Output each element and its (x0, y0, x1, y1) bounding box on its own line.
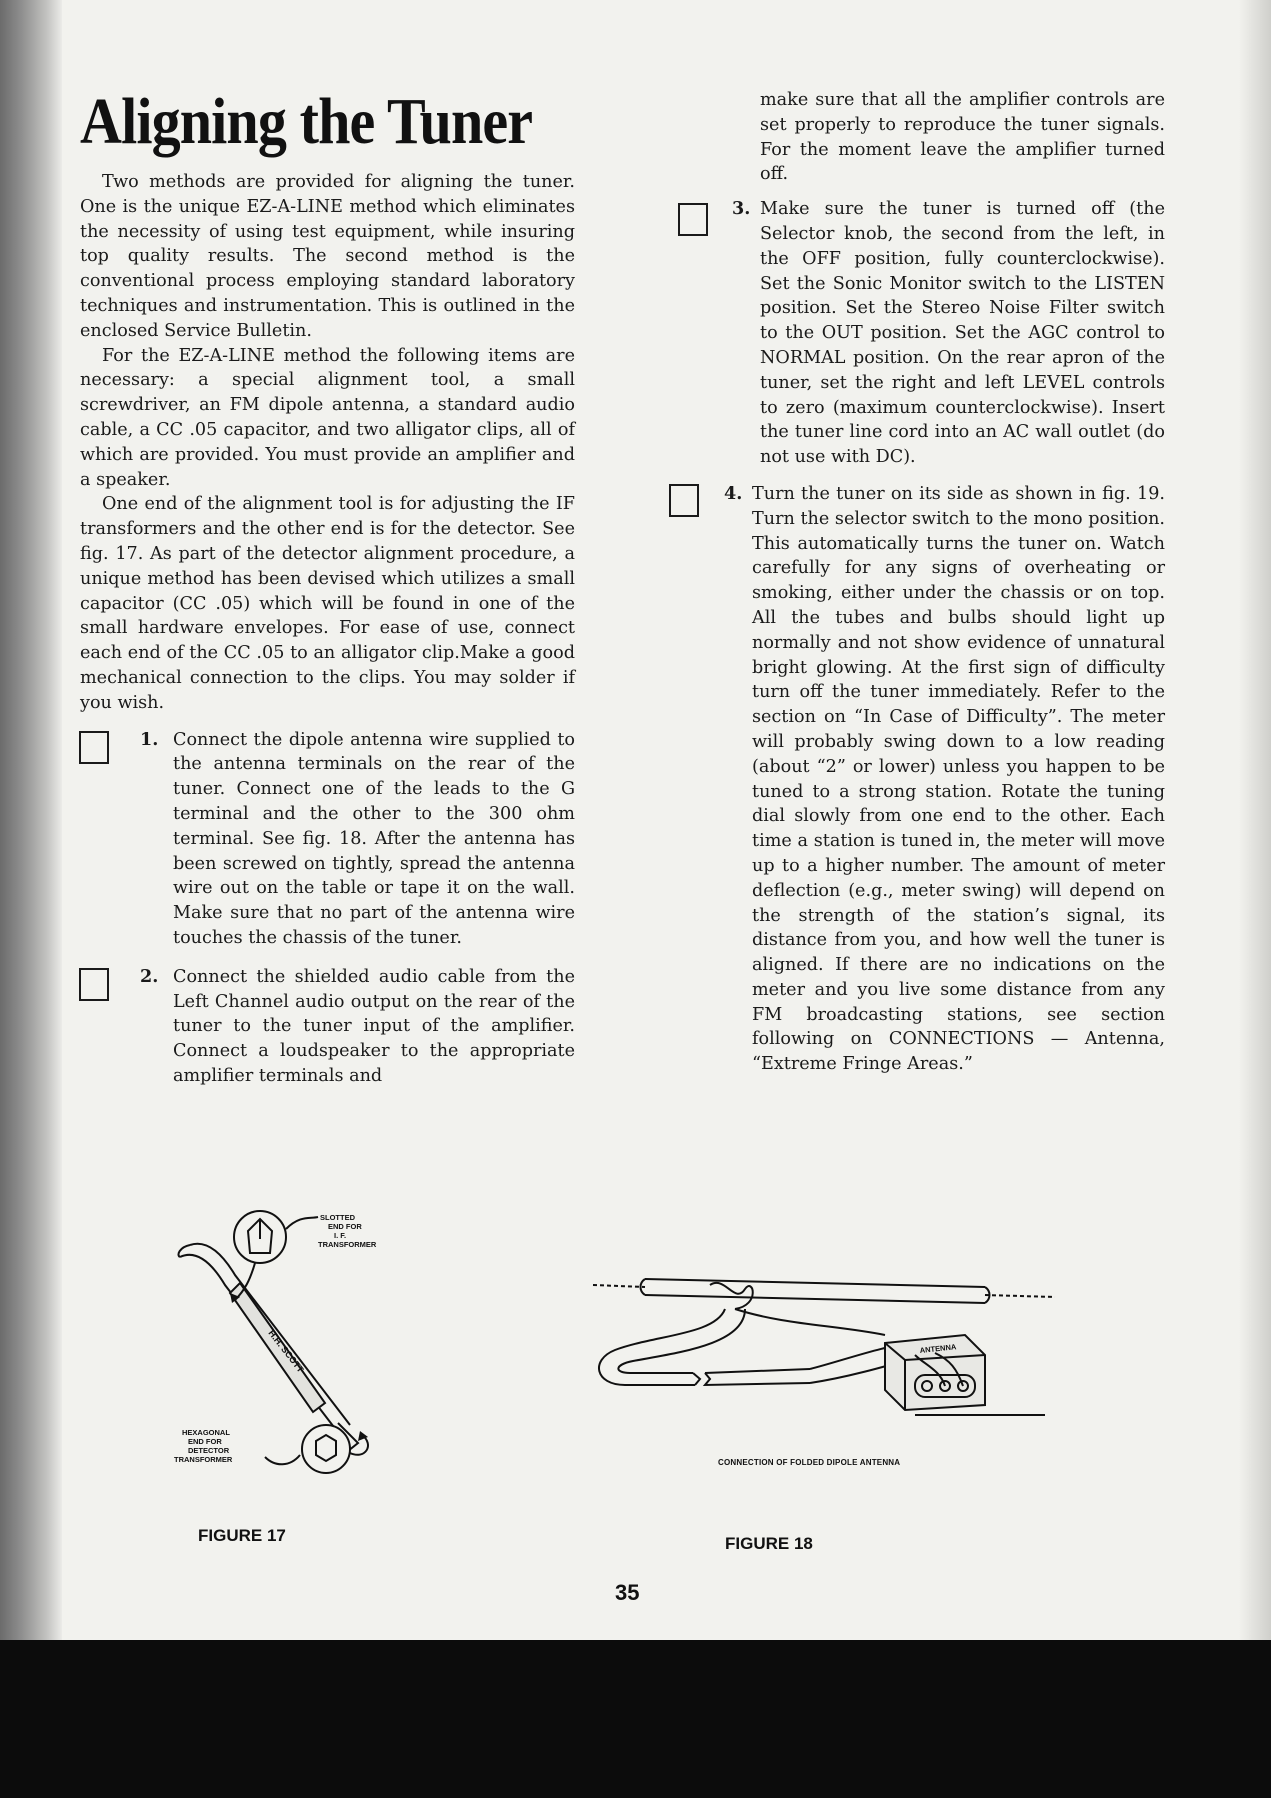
step-3 (732, 197, 1165, 470)
step-2-number: 2. (140, 965, 159, 987)
hex-label-line-4: TRANSFORMER (174, 1455, 233, 1464)
page-number: 35 (615, 1580, 640, 1605)
tool-brand-text: H.H. SCOTT (266, 1328, 306, 1375)
book-spine-shadow (0, 0, 62, 1640)
intro-paragraph-1: Two methods are provided for aligning the tuner. One is the unique EZ-A-LINE method which eliminates the necessity of using test equipment, while insuring top quality results. The second method is the conventional process employing standard laboratory techniques and instrumentation. This is outlined in the enclosed Service Bulletin. (80, 172, 575, 341)
step-4 (724, 482, 1165, 1077)
step-3-text: Make sure the tuner is turned off (the Selector knob, the second from the left, in the OFF position, fully counterclockwise). Set the Sonic Monitor switch to the LISTEN position. Set the Stereo Noise Filter switch to the OUT position. Set the AGC control to NORMAL position. On the rear apron of the tuner, set the right and left LEVEL controls to zero (maximum counterclockwise). Insert the tuner line cord into an AC wall outlet (do not use with DC). (760, 199, 1165, 468)
step-3-checkbox[interactable] (678, 203, 708, 236)
step-2-checkbox[interactable] (79, 968, 109, 1001)
antenna-terminal-label: ANTENNA (919, 1342, 957, 1355)
slotted-label-line-1: SLOTTED (320, 1213, 355, 1222)
figure-18-sub-caption: CONNECTION OF FOLDED DIPOLE ANTENNA (718, 1458, 901, 1467)
slotted-label-line-2: END FOR (328, 1222, 362, 1231)
step-2-continuation: make sure that all the amplifier controls are set properly to reproduce the tuner signals. For the moment leave the amplifier turned off. (760, 90, 1165, 185)
step-3-number: 3. (732, 198, 751, 220)
step-1-text: Connect the dipole antenna wire supplied to the antenna terminals on the rear of the tuner. Connect one of the leads to the G terminal and the other to the 300 ohm terminal. See fig. 18. After the antenna has been screwed on tightly, spread the antenna wire out on the table or tape it on the wall. Make sure that no part of the antenna wire touches the chassis of the tuner. (173, 729, 575, 948)
page-edge (1239, 0, 1271, 1640)
step-4-checkbox[interactable] (669, 484, 699, 517)
figure-17-alignment-tool (150, 1205, 430, 1485)
step-2 (80, 965, 575, 1089)
step-1-number: 1. (140, 728, 159, 750)
figure-17-caption: FIGURE 17 (198, 1526, 286, 1545)
slotted-label-line-4: TRANSFORMER (318, 1240, 377, 1249)
intro-paragraph-2: For the EZ-A-LINE method the following items are necessary: a special alignment tool, a small screwdriver, an FM dipole antenna, a standard audio cable, a CC .05 capacitor, and two alligator clips, all of which are provided. You must provide an amplifier and a speaker. (80, 345, 575, 490)
step-1-checkbox[interactable] (79, 731, 109, 764)
right-column (724, 88, 1165, 1077)
intro-paragraph-3: One end of the alignment tool is for adjusting the IF transformers and the other end is for the detector. See fig. 17. As part of the detector alignment procedure, a unique method has been devised which utilizes a small capacitor (CC .05) which will be found in one of the small hardware envelopes. For ease of use, connect each end of the CC .05 to an alligator clip.Make a good mechanical connection to the clips. You may solder if you wish. (80, 494, 575, 713)
page-title: Aligning the Tuner (80, 85, 533, 158)
step-2-text: Connect the shielded audio cable from the Left Channel audio output on the rear of the tuner to the tuner input of the amplifier. Connect a loudspeaker to the appropriate amplifier terminals and (173, 966, 575, 1086)
figure-18-dipole-antenna (585, 1265, 1075, 1485)
step-4-number: 4. (724, 482, 743, 504)
left-column (80, 170, 575, 1089)
hex-label-line-3: DETECTOR (188, 1446, 230, 1455)
slotted-label-line-3: I. F. (334, 1231, 347, 1240)
hex-label-line-2: END FOR (188, 1437, 222, 1446)
figure-18-caption: FIGURE 18 (725, 1534, 813, 1553)
step-4-text: Turn the tuner on its side as shown in fig. 19. Turn the selector switch to the mono position. This automatically turns the tuner on. Watch carefully for any signs of overheating or smoking, either under the chassis or on top. All the tubes and bulbs should light up normally and not show evidence of unnatural bright glowing. At the first sign of difficulty turn off the tuner immediately. Refer to the section on “In Case of Difficulty”. The meter will probably swing down to a low reading (about “2” or lower) unless you happen to be tuned to a strong station. Rotate the tuning dial slowly from one end to the other. Each time a station is tuned in, the meter will move up to a higher number. The amount of meter deflection (e.g., meter swing) will depend on the strength of the station’s signal, its distance from you, and how well the tuner is aligned. If there are no indications on the meter and you live some distance from any FM broadcasting stations, see section following on CONNECTIONS — Antenna, “Extreme Fringe Areas.” (752, 483, 1165, 1075)
step-1 (80, 728, 575, 951)
hex-label-line-1: HEXAGONAL (182, 1428, 230, 1437)
